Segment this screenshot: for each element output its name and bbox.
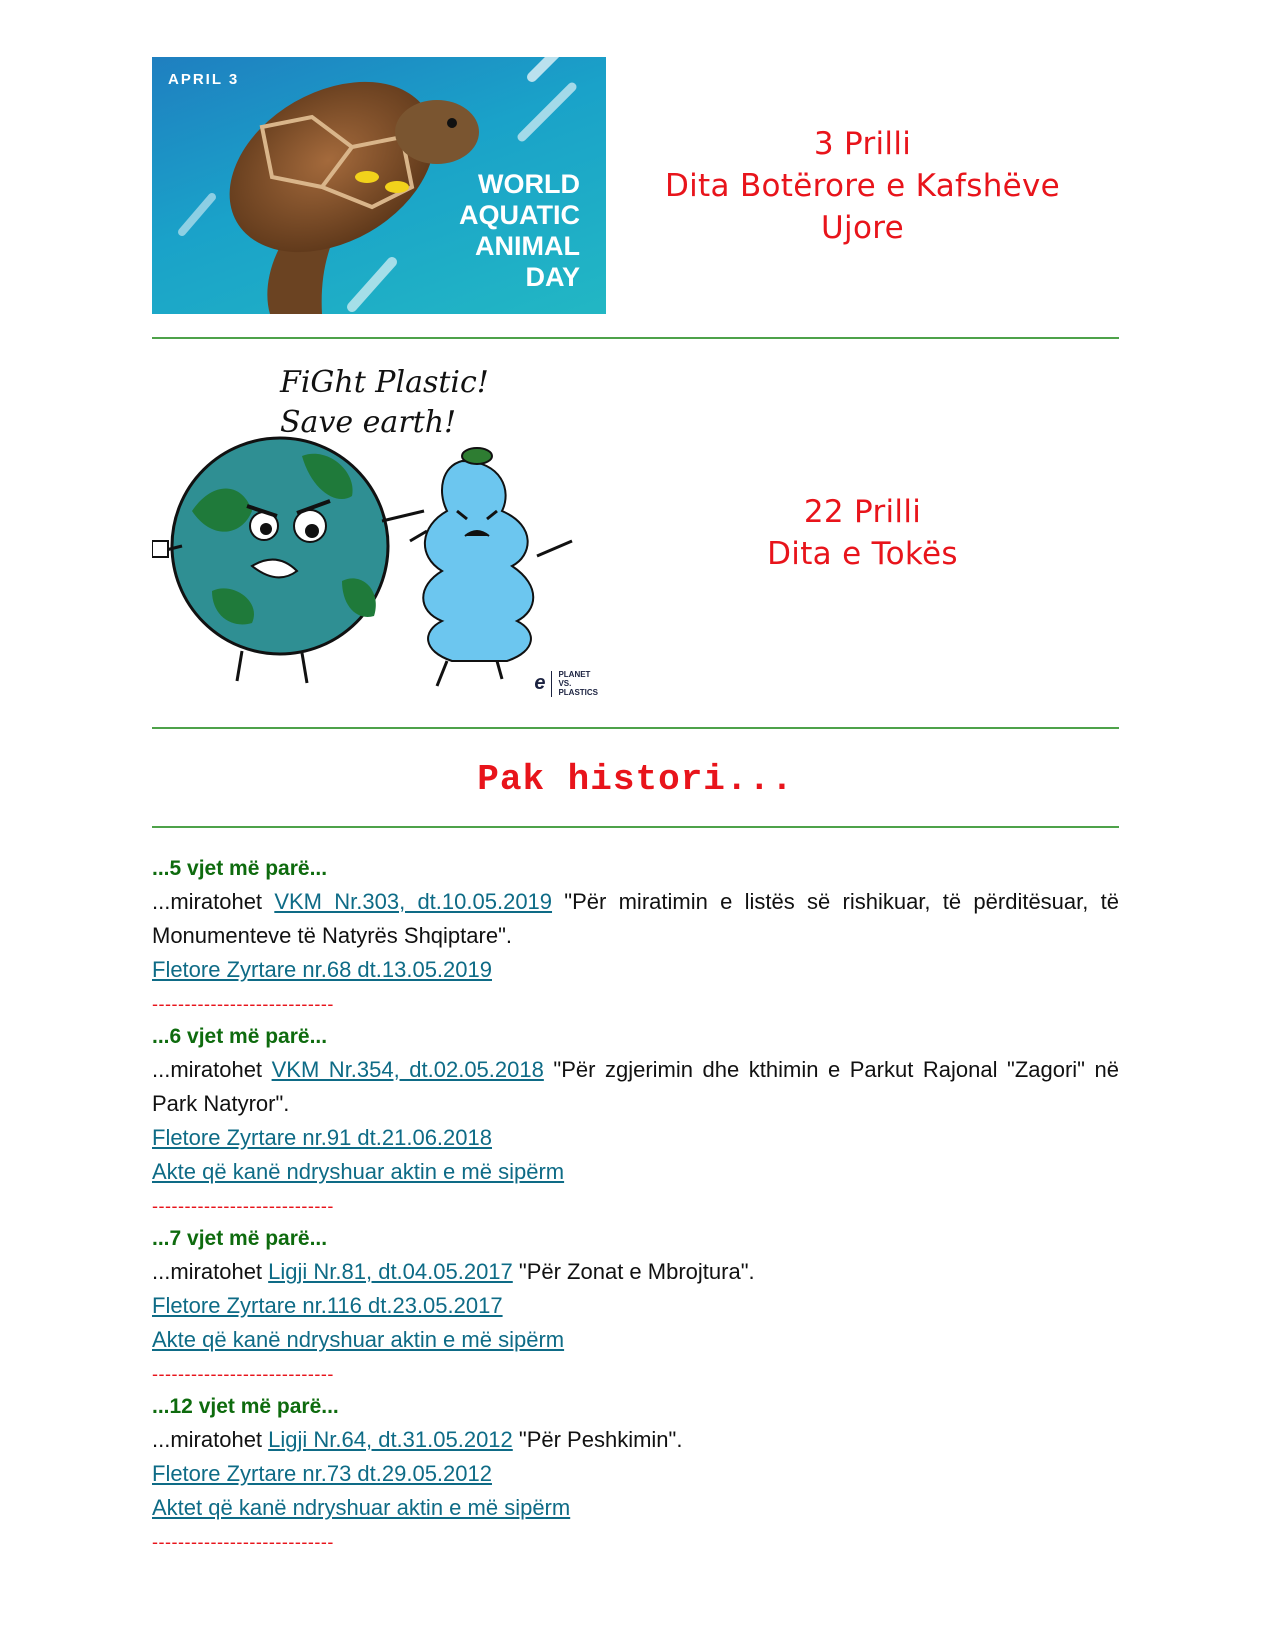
logo-mark: e	[534, 672, 546, 694]
act-link[interactable]: Ligji Nr.64, dt.31.05.2012	[268, 1427, 513, 1452]
divider	[152, 727, 1119, 729]
entry-suffix: "Për zgjerimin dhe kthimin e Parkut Rajonal "Zagori" në Park Natyror".	[152, 1057, 1120, 1116]
amendments-link[interactable]: Akte që kanë ndryshuar aktin e më sipërm	[152, 1159, 565, 1184]
logo-words: PLANET VS. PLASTICS	[558, 670, 598, 697]
entry-suffix: "Për miratimin e listës së rishikuar, të përditësuar, të Monumenteve të Natyrës Shqiptare".	[152, 889, 1119, 948]
entry-heading: ...6 vjet më parë...	[152, 1025, 328, 1048]
section-title: Pak histori...	[477, 759, 794, 800]
gazette-link[interactable]: Fletore Zyrtare nr.116 dt.23.05.2017	[152, 1293, 503, 1318]
drawing-caption: FiGht Plastic! Save earth!	[280, 365, 489, 440]
act-link[interactable]: Ligji Nr.81, dt.04.05.2017	[268, 1259, 513, 1284]
entry-heading: ...12 vjet më parë...	[152, 1395, 339, 1418]
history-entry	[152, 1391, 1119, 1559]
earth-day-image	[152, 361, 606, 705]
entry-prefix: ...miratohet	[152, 889, 275, 914]
history-entry	[152, 1223, 1119, 1391]
banner-date: 22 Prilli	[803, 494, 922, 530]
banner-title-cont: Ujore	[821, 209, 904, 246]
banner-title: Dita e Tokës	[767, 536, 958, 572]
banner-heading	[606, 123, 1119, 249]
banner-earth-day	[152, 361, 1119, 705]
divider	[152, 337, 1119, 339]
image-title: WORLD AQUATIC ANIMAL DAY	[459, 169, 580, 292]
entry-text	[152, 1255, 1119, 1289]
separator-line: ----------------------------	[152, 994, 334, 1014]
newsletter-content	[152, 57, 1119, 1559]
banner-date: 3 Prilli	[813, 125, 912, 162]
amendments-link[interactable]: Akte që kanë ndryshuar aktin e më sipërm	[152, 1327, 565, 1352]
banner-heading-earth	[606, 491, 1119, 575]
separator-line: ----------------------------	[152, 1532, 334, 1552]
history-list	[152, 853, 1119, 1559]
entry-prefix: ...miratohet	[152, 1427, 269, 1452]
entry-suffix: "Për Peshkimin".	[512, 1427, 683, 1452]
history-entry	[152, 1021, 1119, 1223]
history-entry	[152, 853, 1119, 1021]
aquatic-day-image	[152, 57, 606, 314]
date-badge: APRIL 3	[168, 71, 240, 88]
banner-title: Dita Botërore e Kafshëve	[664, 167, 1061, 204]
gazette-link[interactable]: Fletore Zyrtare nr.73 dt.29.05.2012	[152, 1461, 492, 1486]
entry-text	[152, 1053, 1119, 1121]
entry-text	[152, 885, 1119, 953]
banner-world-aquatic-animal-day	[152, 57, 1119, 314]
amendments-link[interactable]: Aktet që kanë ndryshuar aktin e më sipërm	[152, 1495, 571, 1520]
gazette-link[interactable]: Fletore Zyrtare nr.68 dt.13.05.2019	[152, 957, 492, 982]
entry-suffix: "Për Zonat e Mbrojtura".	[512, 1259, 755, 1284]
sea-turtle-icon	[152, 57, 606, 314]
separator-line: ----------------------------	[152, 1196, 334, 1216]
entry-heading: ...7 vjet më parë...	[152, 1227, 328, 1250]
separator-line: ----------------------------	[152, 1364, 334, 1384]
act-link[interactable]: VKM Nr.354, dt.02.05.2018	[271, 1057, 544, 1082]
entry-text	[152, 1423, 1119, 1457]
act-link[interactable]: VKM Nr.303, dt.10.05.2019	[274, 889, 553, 914]
entry-prefix: ...miratohet	[152, 1259, 269, 1284]
gazette-link[interactable]: Fletore Zyrtare nr.91 dt.21.06.2018	[152, 1125, 492, 1150]
entry-heading: ...5 vjet më parë...	[152, 857, 328, 880]
logo-separator	[551, 671, 552, 697]
planet-vs-plastics-logo	[534, 670, 598, 697]
divider	[152, 826, 1119, 828]
entry-prefix: ...miratohet	[152, 1057, 272, 1082]
earth-vs-plastic-bottle-drawing	[152, 361, 606, 705]
